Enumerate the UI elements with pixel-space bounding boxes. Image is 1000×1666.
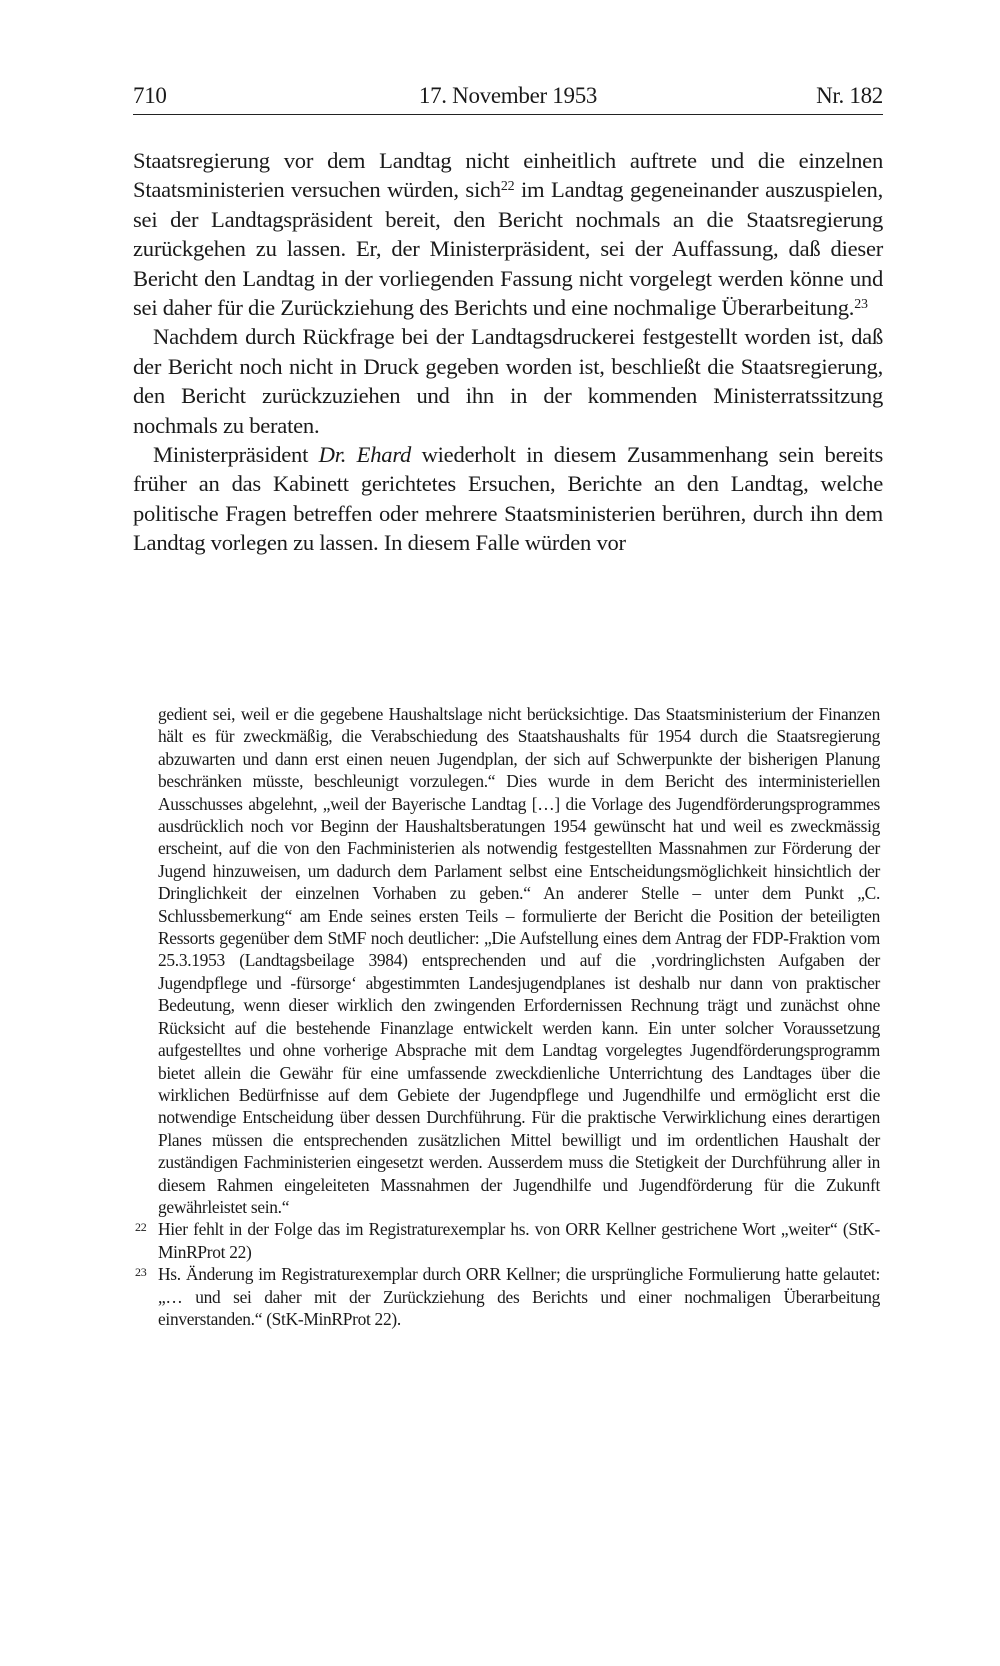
footnote-text: Hier fehlt in der Folge das im Registraturexemplar hs. von ORR Kellner gestrichene Wort „weiter“ (StK-MinRProt 22) [158, 1219, 880, 1262]
page-number: 710 [133, 83, 167, 108]
footnote-text: Hs. Änderung im Registraturexemplar durch ORR Kellner; die ursprüngliche Formulierung hatte gelautet: „… und sei daher mit der Zurückziehung des Berichts und einer nochmaligen Überarbeitung einverstanden.“ (StK-MinRProt 22). [158, 1264, 880, 1329]
footnotes [135, 703, 880, 1330]
footnote-22 [135, 1218, 880, 1263]
main-text [133, 146, 883, 558]
person-name: Dr. Ehard [318, 442, 412, 468]
header-date: 17. November 1953 [418, 83, 598, 108]
footnote-number: 22 [135, 1220, 147, 1235]
paragraph-3: Ministerpräsident Dr. Ehard wiederholt in diesem Zusammenhang sein bereits früher an das Kabinett gerichtetes Ersuchen, Berichte an den Landtag, welche politische Fragen betreffen oder mehrere Staatsministerien berühren, durch ihn dem Landtag vorlegen zu lassen. In diesem Falle würden vor [133, 442, 884, 556]
running-header [133, 82, 883, 115]
paragraph-2: Nachdem durch Rückfrage bei der Landtagsdruckerei festgestellt worden ist, daß der Bericht noch nicht in Druck gegeben worden ist, beschließt die Staatsregierung, den Bericht zurückzuziehen und ihn in der kommenden Ministerratssitzung nochmals zu beraten. [133, 324, 883, 438]
footnote-ref-23[interactable]: 23 [854, 297, 868, 313]
footnote-ref-22[interactable]: 22 [500, 179, 515, 195]
footnote-23 [135, 1263, 880, 1330]
paragraph-1: Staatsregierung vor dem Landtag nicht einheitlich auftrete und die einzelnen Staatsministerien versuchen würden, sich$^{22}$ im Landtag gegeneinander auszuspielen, sei der Landtagspräsident bereit, den Bericht nochmals an die Staatsregierung zurückgehen zu lassen. Er, der Ministerpräsident, sei der Auffassung, daß dieser Bericht den Landtag in der vorliegenden Fassung nicht vorgelegt werden könne und sei daher für die Zurückziehung des Berichts und eine nochmalige Überarbeitung.$^{23}$ [133, 148, 883, 321]
footnote-continuation: gedient sei, weil er die gegebene Haushaltslage nicht berücksichtige. Das Staatsministerium der Finanzen hält es für zweckmäßig, die Verabschiedung des Staatshaushalts für 1954 durch die Staatsregierung abzuwarten und dann erst einen neuen Jugendplan, der sich auf Schwerpunkte der bisherigen Planung beschränken müsste, beschleunigt vorzulegen.“ Dies wurde in dem Bericht des interministeriellen Ausschusses abgelehnt, „weil der Bayerische Landtag […] die Vorlage des Jugendförderungsprogrammes ausdrücklich noch vor Beginn der Haushaltsberatungen 1954 gewünscht hat und weil es zweckmässig erscheint, auf die von den Fachministerien als notwendig festgestellten Massnahmen zur Förderung der Jugend hinzuweisen, um dadurch dem Parlament selbst eine Entscheidungsmöglichkeit hinsichtlich der Dringlichkeit der einzelnen Vorhaben zu geben.“ An anderer Stelle – unter dem Punkt „C. Schlussbemerkung“ am Ende seines ersten Teils – formulierte der Bericht die Position der beteiligten Ressorts gegenüber dem StMF noch deutlicher: „Die Aufstellung eines dem Antrag der FDP-Fraktion vom 25.3.1953 (Landtagsbeilage 3984) entsprechenden und auf die ‚vordringlichsten Aufgaben der Jugendpflege und -fürsorge‘ abgestimmten Landesjugendplanes ist deshalb nur dann von praktischer Bedeutung, wenn dieser wirklich den zwingenden Erfordernissen Rechnung trägt und zunächst ohne Rücksicht auf die bestehende Finanzlage entwickelt werden kann. Ein unter solcher Voraussetzung aufgestelltes und ohne vorherige Absprache mit dem Landtag vorgelegtes Jugendförderungsprogramm bietet allein die Gewähr für eine umfassende zweckdienliche Unterrichtung des Landtages über die wirklichen Bedürfnisse auf dem Gebiete der Jugendpflege und Jugendhilfe und ermöglicht erst die notwendige Entscheidung über dessen Durchführung. Für die praktische Verwirklichung eines derartigen Planes müssen die entsprechenden zusätzlichen Mittel bewilligt und im ordentlichen Haushalt der zuständigen Fachministerien eingesetzt werden. Ausserdem muss die Stetigkeit der Durchführung aller in diesem Rahmen eingeleiteten Massnahmen der Jugendhilfe und Jugendförderung für die Zukunft gewährleistet sein.“ [158, 704, 880, 1217]
issue-number: Nr. 182 [816, 83, 883, 108]
footnote-number: 23 [135, 1265, 147, 1280]
